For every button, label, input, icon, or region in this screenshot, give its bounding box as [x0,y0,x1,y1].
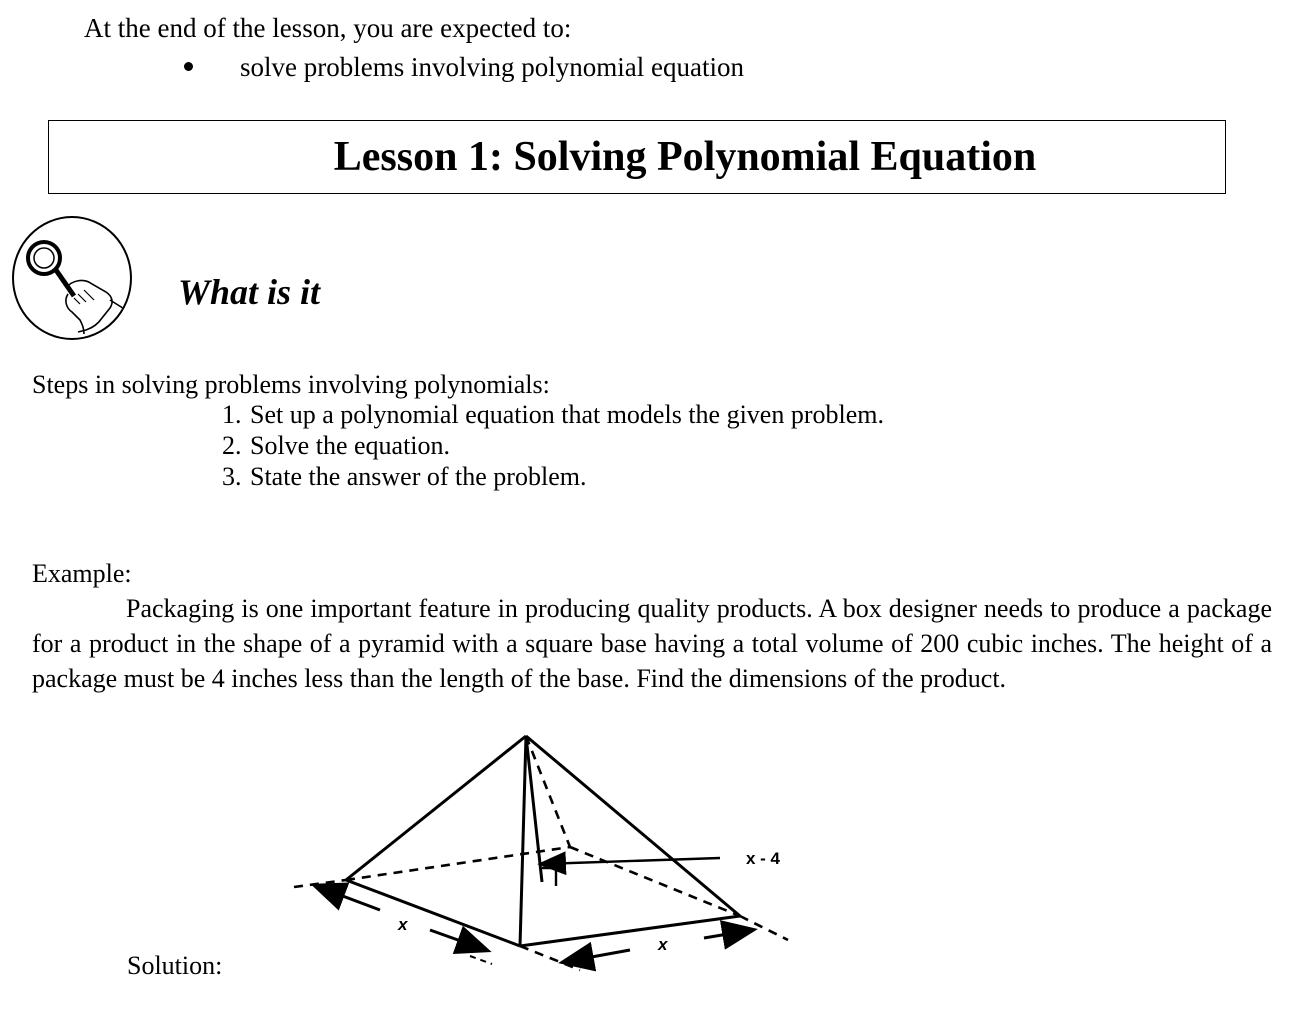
objectives-intro: At the end of the lesson, you are expected to: [84,13,572,43]
magnifying-glass-icon [12,216,132,340]
base-label-left: x [398,915,408,934]
step-item [222,399,884,430]
section-heading: What is it [178,272,321,312]
dimension-arrow [704,930,752,938]
steps-intro: Steps in solving problems involving polynomials: [32,370,550,399]
dimension-arrow [564,950,630,962]
dimension-arrow [430,930,486,950]
solution-label: Solution: [127,951,223,980]
step-item [222,430,884,461]
pyramid-diagram [280,722,800,984]
dimension-tick [470,956,492,964]
base-label-right: x [658,935,668,954]
steps-list [222,399,884,492]
example-label: Example: [32,559,132,588]
step-item [222,461,884,492]
step-number: 3. [222,462,242,491]
step-text: Solve the equation. [250,431,451,460]
lesson-title: Lesson 1: Solving Polynomial Equation [333,134,1037,180]
bullet-icon [184,62,193,71]
objective-item: solve problems involving polynomial equation [240,52,744,82]
example-text: Packaging is one important feature in producing quality products. A box designer needs to produce a package for a product in the shape of a pyramid with a square base having a total volume of 200 cubic inches. The height of a package must be 4 inches less than the length of the base. Find the dimensions of the product. [32,594,1272,693]
step-number: 2. [222,431,242,460]
step-text: Set up a polynomial equation that models the given problem. [250,400,884,429]
step-text: State the answer of the problem. [250,462,587,491]
height-label: x - 4 [746,849,781,868]
height-pointer [542,858,720,864]
step-number: 1. [222,400,242,429]
